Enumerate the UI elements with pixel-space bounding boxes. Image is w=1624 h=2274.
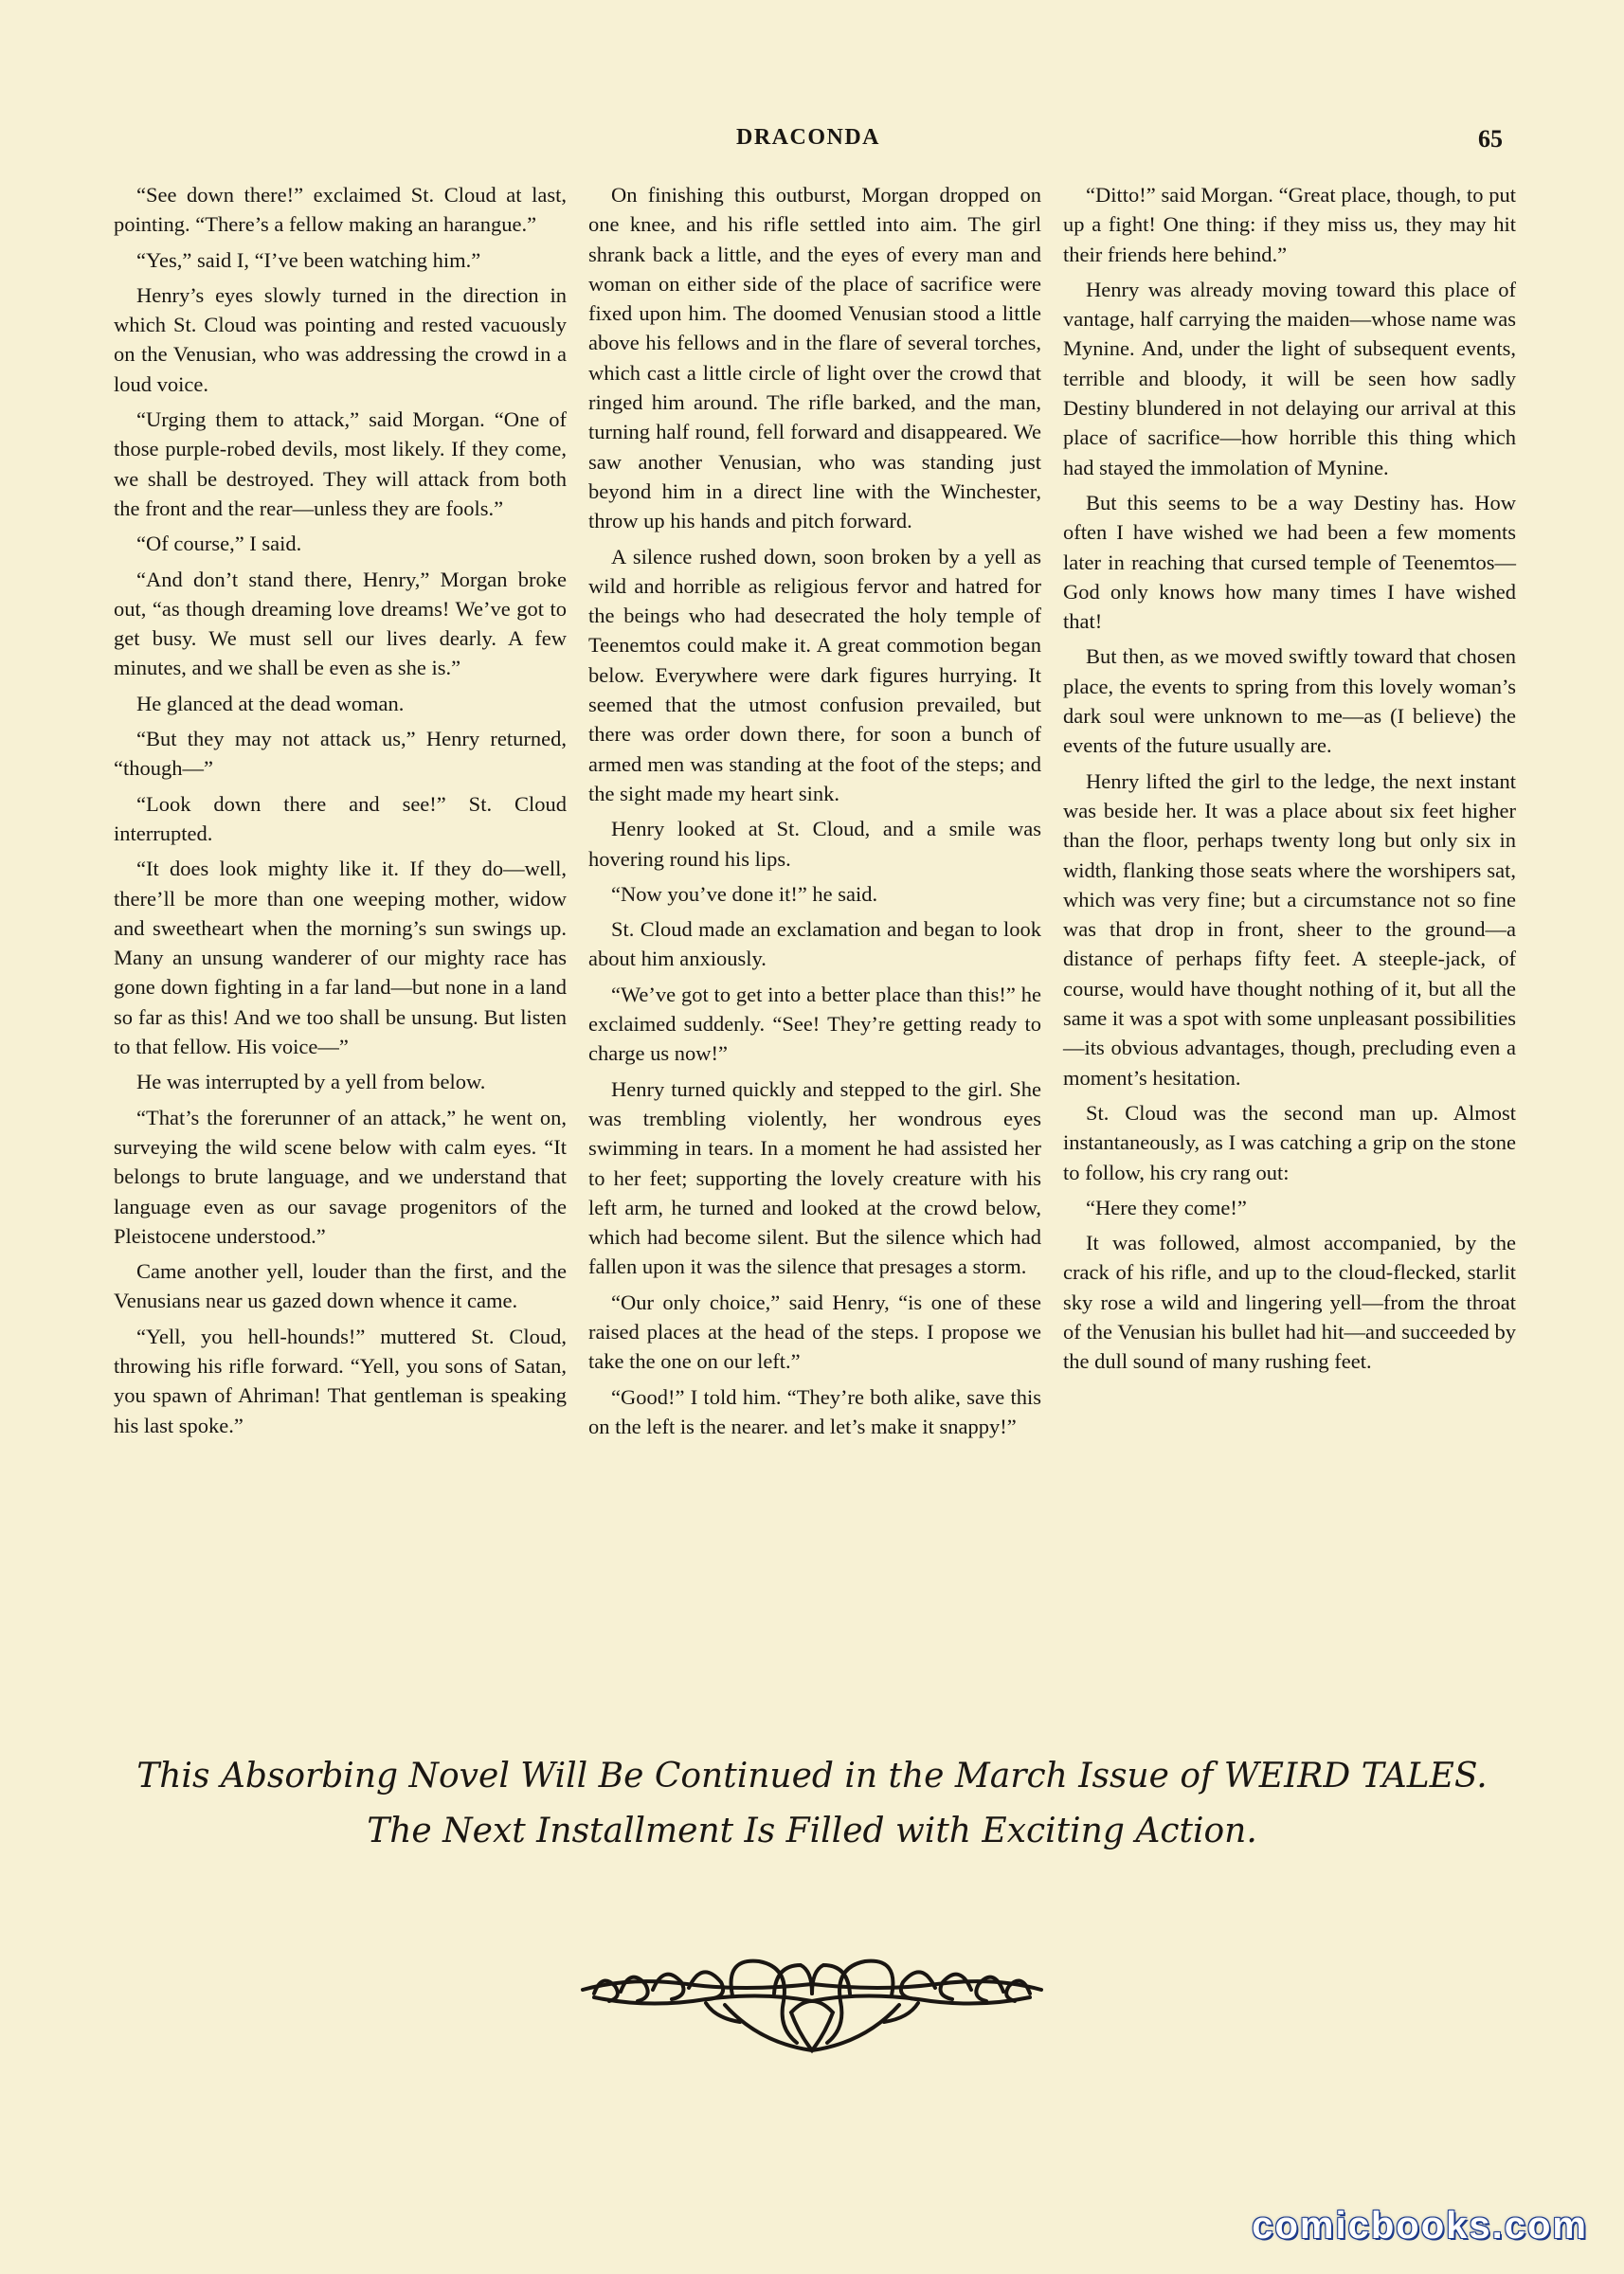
paragraph: “Look down there and see!” St. Cloud interrupted. bbox=[114, 791, 567, 845]
paragraph: “Our only choice,” said Henry, “is one of these raised places at the head of the steps. I propose we take the one on our left.” bbox=[588, 1290, 1041, 1374]
continuation-notice bbox=[95, 1749, 1529, 1859]
paragraph: “Yell, you hell-hounds!” muttered St. Cloud, throwing his rifle forward. “Yell, you sons of Satan, you spawn of Ahriman! That gentleman is speaking his last spoke.” bbox=[114, 1324, 567, 1437]
paragraph: Came another yell, louder than the first, and the Venusians near us gazed down whence it came. bbox=[114, 1259, 567, 1313]
paragraph: “Ditto!” said Morgan. “Great place, though, to put up a fight! One thing: if they miss us, they may hit their friends here behind.” bbox=[1063, 183, 1516, 266]
site-watermark: comicbooks.com bbox=[1252, 2205, 1588, 2247]
paragraph: But then, as we moved swiftly toward that chosen place, the events to spring from this lovely woman’s dark soul were unknown to me—as (I believe) the events of the future usually are. bbox=[1063, 644, 1516, 758]
column-1 bbox=[114, 180, 567, 1734]
paragraph: On finishing this outburst, Morgan dropped on one knee, and his rifle settled into aim. The girl shrank back a little, and the eyes of every man and woman on either side of the place of sacrifice were fixed upon him. The doomed Venusian stood a little above his fellows and in the flare of several torches, which cast a little circle of light over the crowd that ringed him around. The rifle barked, and the man, turning half round, fell forward and disappeared. We saw another Venusian, who was standing just beyond him in a direct line with the Winchester, throw up his hands and pitch forward. bbox=[588, 183, 1041, 533]
running-title: DRACONDA bbox=[736, 125, 880, 150]
column-2 bbox=[588, 180, 1041, 1734]
paragraph: It was followed, almost accompanied, by the crack of his rifle, and up to the cloud-flecked, starlit sky rose a wild and lingering yell—from the throat of the Venusian his bullet had hit—and succeeded by the dull sound of many rushing feet. bbox=[1063, 1231, 1516, 1374]
continuation-line-2: The Next Installment Is Filled with Exciting Action. bbox=[367, 1812, 1257, 1850]
paragraph: Henry’s eyes slowly turned in the direction in which St. Cloud was pointing and rested vacuously on the Venusian, who was addressing the crowd in a loud voice. bbox=[114, 282, 567, 396]
paragraph: Henry was already moving toward this place of vantage, half carrying the maiden—whose name was Mynine. And, under the light of subsequent events, terrible and bloody, it will be seen how sadly Destiny blundered in not delaying our arrival at this place of sacrifice—how horrible this thing which had stayed the immolation of Mynine. bbox=[1063, 277, 1516, 479]
paragraph: Henry looked at St. Cloud, and a smile was hovering round his lips. bbox=[588, 817, 1041, 871]
column-3 bbox=[1063, 180, 1516, 1734]
text-columns bbox=[114, 180, 1516, 1734]
paragraph: He glanced at the dead woman. bbox=[136, 691, 405, 715]
paragraph: But this seems to be a way Destiny has. How often I have wished we had been a few moments later in reaching that cursed temple of Teenemtos—God only knows how many times I have wished that! bbox=[1063, 490, 1516, 634]
continuation-line-1: This Absorbing Novel Will Be Continued in the March Issue of WEIRD TALES. bbox=[136, 1757, 1488, 1796]
paragraph: “Yes,” said I, “I’ve been watching him.” bbox=[136, 247, 481, 272]
paragraph: “Here they come!” bbox=[1086, 1195, 1247, 1219]
paragraph: Henry lifted the girl to the ledge, the next instant was beside her. It was a place about six feet higher than the floor, perhaps twenty long but only six in width, flanking those seats where the worshipers sat, which was very fine; but a circumstance not so fine was that drop in front, sheer to the ground—a distance of perhaps fifty feet. A steeple-jack, of course, would have thought nothing of it, but all the same it was a spot with some unpleasant possibilities—its obvious advantages, though, precluding even a moment’s hesitation. bbox=[1063, 768, 1516, 1090]
paragraph: “Now you’ve done it!” he said. bbox=[611, 881, 878, 906]
paragraph: He was interrupted by a yell from below. bbox=[136, 1070, 486, 1094]
page-header bbox=[114, 125, 1503, 163]
paragraph: “We’ve got to get into a better place than this!” he exclaimed suddenly. “See! They’re getting ready to charge us now!” bbox=[588, 982, 1041, 1066]
paragraph: “But they may not attack us,” Henry returned, “though—” bbox=[114, 727, 567, 781]
paragraph: St. Cloud was the second man up. Almost instantaneously, as I was catching a grip on the stone to follow, his cry rang out: bbox=[1063, 1100, 1516, 1184]
paragraph: “That’s the forerunner of an attack,” he went on, surveying the wild scene below with calm eyes. “It belongs to brute language, and we understand that language even as our savage progenitors of the Pleistocene understood.” bbox=[114, 1105, 567, 1248]
page-number: 65 bbox=[1478, 125, 1503, 153]
paragraph: “Urging them to attack,” said Morgan. “One of those purple-robed devils, most likely. If they come, we shall be destroyed. They will attack from both the front and the rear—unless they are fools.” bbox=[114, 407, 567, 520]
paragraph: St. Cloud made an exclamation and began to look about him anxiously. bbox=[588, 917, 1041, 971]
paragraph: “Good!” I told him. “They’re both alike, save this on the left is the nearer. and let’s make it snappy!” bbox=[588, 1384, 1041, 1438]
paragraph: “Of course,” I said. bbox=[136, 532, 302, 556]
paragraph: “And don’t stand there, Henry,” Morgan broke out, “as though dreaming love dreams! We’ve got to get busy. We must sell our lives dearly. A few minutes, and we shall be even as she is.” bbox=[114, 567, 567, 680]
paragraph: “See down there!” exclaimed St. Cloud at last, pointing. “There’s a fellow making an harangue.” bbox=[114, 183, 567, 237]
tailpiece-ornament-icon bbox=[573, 1952, 1051, 2056]
paragraph: “It does look mighty like it. If they do—well, there’ll be more than one weeping mother, widow and sweetheart when the morning’s sun swings up. Many an unsung wanderer of our mighty race has gone down fighting in a far land—but none in a land so far as this! And we too shall be unsung. But listen to that fellow. His voice—” bbox=[114, 857, 567, 1059]
paragraph: A silence rushed down, soon broken by a yell as wild and horrible as religious fervor and hatred for the beings who had desecrated the holy temple of Teenemtos could make it. A great commotion began below. Everywhere were dark figures hurrying. It seemed that the utmost confusion prevailed, but there was order down there, for soon a bunch of armed men was standing at the foot of the steps; and the sight made my heart sink. bbox=[588, 544, 1041, 805]
paragraph: Henry turned quickly and stepped to the girl. She was trembling violently, her wondrous eyes swimming in tears. In a moment he had assisted her to her feet; supporting the lovely creature with his left arm, he turned and looked at the crowd below, which had become silent. But the silence which had fallen upon it was the silence that presages a storm. bbox=[588, 1076, 1041, 1279]
